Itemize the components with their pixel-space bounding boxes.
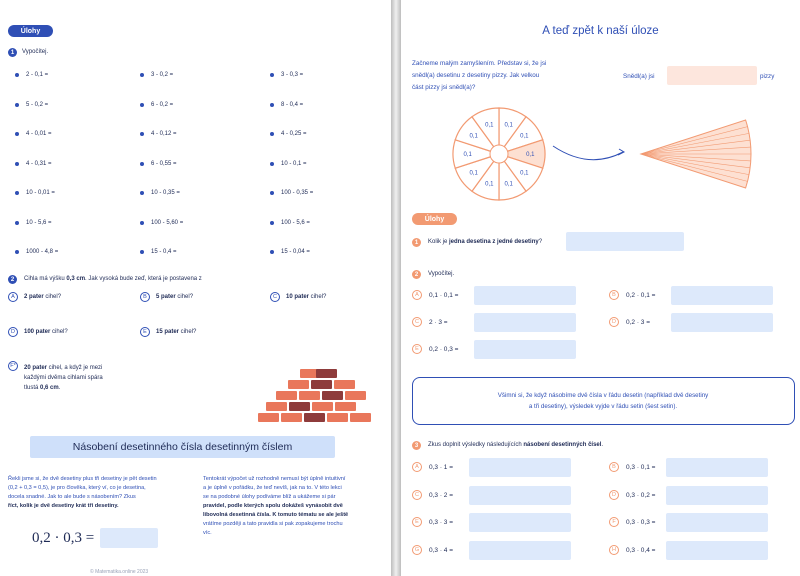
- answer-field[interactable]: [469, 541, 571, 560]
- exercise-text: 100 - 5,60 =: [151, 219, 184, 226]
- option-letter: A: [8, 292, 18, 302]
- exercise-text: 2 - 0,1 =: [26, 72, 49, 78]
- question-3-number: 3: [412, 441, 421, 450]
- bullet-icon: [140, 132, 144, 136]
- bullet-icon: [140, 103, 144, 107]
- answer-field[interactable]: [666, 541, 768, 560]
- question-1-answer-field[interactable]: [566, 232, 684, 251]
- item-expression: 2 · 3 =: [429, 319, 448, 326]
- item-letter: E: [412, 517, 422, 527]
- note-box: [412, 377, 795, 425]
- answer-field[interactable]: [671, 286, 773, 305]
- bullet-icon: [140, 250, 144, 254]
- brick: [316, 369, 337, 378]
- pizza-diagram: [449, 104, 549, 204]
- option-letter: E: [140, 327, 150, 337]
- answer-field[interactable]: [469, 486, 571, 505]
- question-2-text: Cihla má výšku 0,3 cm. Jak vysoká bude zeď, která je postavena z: [24, 276, 202, 282]
- option-text: [24, 294, 61, 300]
- option-bold: 15 pater: [156, 329, 180, 335]
- right-page: [401, 0, 800, 576]
- answer-field[interactable]: [666, 458, 768, 477]
- item-expression: 0,2 · 0,3 =: [429, 346, 459, 353]
- exercise-text: 4 - 0,31 =: [26, 160, 52, 167]
- question-2-text: Vypočítej.: [428, 271, 455, 277]
- pizza-slice-detail: [636, 110, 756, 200]
- item-expression: 0,3 · 3 =: [429, 519, 454, 526]
- item-letter: B: [609, 290, 619, 300]
- option-text: [24, 329, 68, 335]
- item-letter: G: [412, 545, 422, 555]
- bullet-icon: [15, 132, 19, 136]
- item-letter: A: [412, 462, 422, 472]
- bullet-icon: [140, 191, 144, 195]
- option-bold: 10 pater: [286, 294, 310, 300]
- bullet-icon: [270, 103, 274, 107]
- exercise-text: 10 - 0,01 =: [26, 190, 55, 196]
- option-rest: cihel?: [50, 329, 68, 335]
- exercise-text: 4 - 0,12 =: [151, 131, 177, 137]
- question-2-number: 2: [412, 270, 421, 279]
- option-text: [156, 329, 196, 335]
- big-answer-field[interactable]: [100, 528, 158, 548]
- intro-paragraph: Řekli jsme si, že dvě desetiny plus tři desetiny je pět desetin (0,2 + 0,3 = 0,5), je pro člověka, který ví, co je desetina, docela snadné. Jak to ale bude s násobením? Zkus říct, kolik je dvě desetiny krát tři desetiny.: [8, 476, 157, 509]
- item-letter: F: [609, 517, 619, 527]
- ate-label: Snědl(a) jsi: [623, 73, 655, 80]
- brick-wall-illustration: [258, 365, 376, 425]
- explanation-paragraph: Tentokrát výpočet už rozhodně nemusí být úplně intuitivní a je úplně v pořádku, že teď nevíš, jak na to. V této lekci se na podobné úlohy podíváme blíž a ukážeme si pár pravidel, podle kterých spolu dokážeš vynásobit dvě libovolná desetinná čísla. K tomuto tématu se ale ještě vrátíme později a tato pravidla si pak zopakujeme trochu víc.: [203, 476, 349, 536]
- bullet-icon: [15, 103, 19, 107]
- arrow-icon: [549, 140, 629, 170]
- bullet-icon: [270, 250, 274, 254]
- exercise-text: 10 - 0,1 =: [281, 160, 307, 167]
- exercise-text: 100 - 0,35 =: [281, 190, 314, 196]
- item-expression: 0,3 · 0,2 =: [626, 491, 656, 499]
- left-page: [0, 0, 391, 576]
- answer-field[interactable]: [666, 513, 768, 532]
- item-expression: 0,3 · 2 =: [429, 491, 454, 499]
- exercise-text: 6 - 0,55 =: [151, 160, 177, 167]
- answer-field[interactable]: [474, 286, 576, 305]
- bullet-icon: [270, 132, 274, 136]
- option-text: [286, 294, 326, 300]
- item-expression: 0,3 · 1 =: [429, 464, 454, 471]
- pizza-slice-label: 0,1: [504, 181, 513, 188]
- question-2-number: 2: [8, 275, 17, 284]
- question-1-text: Kolik je jedna desetina z jedné desetiny?: [428, 239, 543, 245]
- note-text: Všimni si, že když násobíme dvě čísla v řádu desetin (například dvě desetiny a tři desetiny), výsledek vyjde v řádu setin (šest setin).: [497, 392, 709, 410]
- option-f-text: 20 pater cihel, a když je mezi každými dvěma cihlami spára tlustá 0,6 cm.: [24, 365, 103, 391]
- option-letter: C: [270, 292, 280, 302]
- option-rest: cihel?: [179, 329, 197, 335]
- item-letter: B: [609, 462, 619, 472]
- bullet-icon: [270, 191, 274, 195]
- item-expression: 0,3 · 0,1 =: [626, 464, 656, 471]
- item-expression: 0,2 · 0,1 =: [626, 292, 656, 299]
- item-expression: 0,3 · 0,4 =: [626, 546, 656, 554]
- answer-field[interactable]: [474, 313, 576, 332]
- item-expression: 0,3 · 4 =: [429, 546, 454, 554]
- exercise-text: 100 - 5,6 =: [281, 219, 310, 226]
- item-letter: D: [609, 490, 619, 500]
- exercise-text: 4 - 0,01 =: [26, 131, 52, 137]
- exercise-text: 1000 - 4,8 =: [26, 249, 59, 255]
- answer-field[interactable]: [469, 458, 571, 477]
- bullet-icon: [15, 73, 19, 77]
- pizza-slice-label: 0,1: [485, 181, 494, 188]
- option-f-letter: F*: [8, 361, 18, 371]
- exercise-text: 8 - 0,4 =: [281, 101, 304, 108]
- option-text: [156, 294, 193, 300]
- answer-field[interactable]: [666, 486, 768, 505]
- bullet-icon: [15, 221, 19, 225]
- pizza-slice-label: 0,1: [520, 170, 529, 177]
- item-expression: 0,1 · 0,1 =: [429, 292, 459, 299]
- option-bold: 5 pater: [156, 294, 176, 300]
- item-expression: 0,3 · 0,3 =: [626, 519, 656, 526]
- bullet-icon: [15, 162, 19, 166]
- big-expression: 0,2 · 0,3 =: [32, 530, 95, 546]
- book-spine: [391, 0, 401, 576]
- question-1-number: 1: [8, 48, 17, 57]
- option-bold: 100 pater: [24, 329, 51, 335]
- bullet-icon: [140, 162, 144, 166]
- exercise-text: 10 - 0,35 =: [151, 190, 180, 196]
- item-letter: E: [412, 344, 422, 354]
- item-letter: H: [609, 545, 619, 555]
- pizza-question: Začneme malým zamyšlením. Představ si, že jsi snědl(a) desetinu z desetiny pizzy. Jak velkou část pizzy jsi snědl(a)?: [412, 60, 547, 91]
- bullet-icon: [270, 162, 274, 166]
- question-3-text: Zkus doplnit výsledky následujících násobení desetinných čísel.: [428, 442, 604, 448]
- answer-field[interactable]: [474, 340, 576, 359]
- item-letter: D: [609, 317, 619, 327]
- page-title: A teď zpět k naší úloze: [542, 25, 659, 37]
- exercise-text: 10 - 5,6 =: [26, 219, 52, 226]
- pizza-slice-label: 0,1: [469, 170, 478, 177]
- exercise-text: 15 - 0,04 =: [281, 249, 310, 255]
- ate-unit: pizzy: [760, 73, 775, 80]
- bullet-icon: [270, 221, 274, 225]
- tasks-tab: Úlohy: [8, 25, 53, 37]
- footer: © Matematika.online 2023: [90, 569, 149, 575]
- exercise-text: 5 - 0,2 =: [26, 101, 49, 108]
- bullet-icon: [140, 221, 144, 225]
- bullet-icon: [15, 250, 19, 254]
- answer-field[interactable]: [469, 513, 571, 532]
- item-letter: A: [412, 290, 422, 300]
- option-rest: cihel?: [309, 294, 327, 300]
- pizza-slice-label: 0,1: [463, 152, 472, 158]
- tasks-tab: Úlohy: [412, 213, 457, 225]
- option-letter: B: [140, 292, 150, 302]
- question-1-text: Vypočítej.: [22, 49, 49, 55]
- pizza-center: [490, 145, 508, 163]
- item-letter: C: [412, 490, 422, 500]
- exercise-text: 3 - 0,2 =: [151, 72, 174, 78]
- exercise-text: 4 - 0,25 =: [281, 131, 307, 137]
- bullet-icon: [15, 191, 19, 195]
- exercise-text: 6 - 0,2 =: [151, 101, 174, 108]
- pizza-slice-label: 0,1: [526, 152, 535, 158]
- exercise-text: 15 - 0,4 =: [151, 249, 177, 255]
- section-title: Násobení desetinného čísla desetinným číslem: [30, 436, 335, 458]
- exercise-text: 3 - 0,3 =: [281, 72, 304, 78]
- ate-answer-field[interactable]: [667, 66, 757, 85]
- bullet-icon: [140, 73, 144, 77]
- pizza-slice-label: 0,1: [520, 133, 529, 140]
- pizza-slice-label: 0,1: [469, 133, 478, 140]
- answer-field[interactable]: [671, 313, 773, 332]
- option-letter: D: [8, 327, 18, 337]
- item-expression: 0,2 · 3 =: [626, 319, 651, 326]
- pizza-slice-label: 0,1: [485, 122, 494, 129]
- option-rest: cihel?: [43, 294, 62, 300]
- pizza-slice-label: 0,1: [504, 122, 513, 129]
- item-letter: C: [412, 317, 422, 327]
- bullet-icon: [270, 73, 274, 77]
- option-bold: 2 pater: [24, 294, 44, 300]
- question-1-number: 1: [412, 238, 421, 247]
- option-rest: cihel?: [175, 294, 194, 300]
